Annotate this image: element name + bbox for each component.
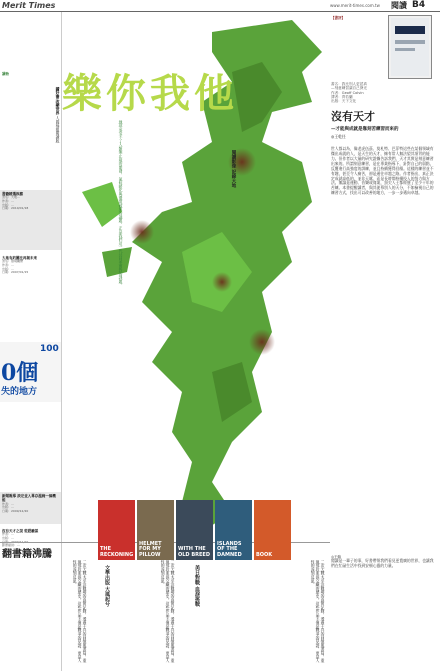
promo-box [0, 342, 61, 402]
info2-line-2: 作者：… [2, 262, 15, 267]
info-box-3 [0, 492, 61, 524]
info-box-1 [0, 190, 61, 250]
bottom-body-2: 二次大戰太平洋戰場的真實記錄，透過士兵的回憶與書寫，重現那段血淚交織的歷史。這些作品不僅是戰爭的見證，更是人性的深刻反思。 [161, 560, 176, 663]
book-title-4: ISLANDS OF THE DAMNED [217, 540, 242, 558]
col2-head: 美日對戰 血淚挑戰 [194, 565, 200, 607]
promo-caption: 失的地方 [1, 387, 38, 397]
info4-line-1: 作者：… [2, 532, 15, 537]
book-meta-1: 書名：我比別人更認真 [331, 82, 367, 86]
info3-title: 新聞報導 淡定並入專存溫婉一個機能 [2, 494, 56, 503]
book-row [98, 500, 291, 560]
book-meta-4: 譯者：齊若蘭 [331, 94, 353, 99]
bottom-byline: ◎王翰 [331, 555, 342, 559]
info4-title: 沒有天才之說 從經驗談 [2, 529, 39, 533]
book-cover-icon [389, 16, 431, 78]
book-cover-5 [254, 500, 291, 560]
item1-block [2, 72, 38, 76]
info3-line-1: 作者：… [2, 501, 15, 506]
banner-vertical: 閱讀影像 記錄大地 [231, 150, 236, 188]
col1-head: 文學出版 大風起兮 [104, 565, 110, 607]
book-cover-3 [176, 500, 213, 560]
promo-top: 100 [40, 344, 59, 354]
subheadline: —才能與成就是靠刻苦練習而來的 [331, 127, 399, 132]
item1-text [2, 87, 60, 182]
info1-line-2: 作者：… [2, 198, 15, 203]
info1-line-4: 日期：2010/01/18 [2, 206, 29, 211]
book-title-3: WITH THE OLD BREED [178, 546, 210, 558]
bottom-review [331, 555, 436, 659]
bottom-body-1: 二次大戰太平洋戰場的真實記錄，透過士兵的回憶與書寫，重現那段血淚交織的歷史。這些作品不僅是戰爭的見證，更是人性的深刻反思。 [73, 560, 88, 663]
info2-line-3: 出版：… [2, 266, 15, 271]
book-cover-2 [137, 500, 174, 560]
info4-line-2: 出版：… [2, 535, 15, 540]
main-title: 樂你我他 [62, 70, 238, 117]
bottom-review-body: 閱讀是一輩子的事，好書帶領我們看見更寬廣的世界，也讓我們在忙碌生活中找到安頓心靈的力量。 [331, 558, 434, 569]
info1-title: 書籍精選推薦 [2, 192, 23, 196]
headline: 沒有天才 [331, 110, 375, 123]
review-book-cover [388, 15, 432, 79]
book-cover-4 [215, 500, 252, 560]
promo-big: 0個 [1, 360, 39, 386]
page-number: B4 [412, 0, 426, 10]
item1-label: 讀物 [2, 72, 9, 76]
info2-line-4: 日期：2007/01/15 [2, 270, 29, 275]
headline-block [331, 108, 436, 140]
bottom-section-title: 翻書籍沸騰 [2, 549, 52, 560]
info2-line-1: 書名：環境關懷 [2, 259, 24, 264]
item1-sub: 人間福報閱讀版 [56, 116, 61, 143]
section-label: 閱讀 [391, 1, 407, 10]
info1-line-1: 書名：大地… [2, 195, 21, 200]
book-title-1: THE RECKONING [100, 546, 134, 558]
site-url: www.merit-times.com.tw [330, 3, 380, 8]
main-vertical-text: 地球承受不了人類無止境的開發，氣候暖化與環境破壞的議題，正是我們這一代共同要面對的課題。 [119, 120, 124, 288]
brand-logo: Merit Times [2, 1, 56, 10]
review-tag [331, 16, 381, 20]
info3-line-3: 日期：2009/12/20 [2, 508, 29, 513]
review-body: 世人都以為，像老虎伍茲、莫札特、巴菲特這些在某個領域有傑出成就的人，是天生的天才，擁有常人無法望其項背的能力。但作者以大量的研究證據告訴我們，天才其實是刻意練習出來的。所謂刻意練習，是在專業指導下，針對自己的弱點，反覆進行高強度的訓練，並且持續獲得回饋。這樣的練習並不有趣，甚至令人痛苦，卻是通往卓越之路。作者指出，真正決定成就高低的，並非天賦，而是長時間持續投入的努力與方法。無論是運動、音樂或商業，頂尖人士都經歷了至少十年的苦練。本書提醒讀者，與其羨慕別人的天分，不如檢視自己的練習方式，找出可以改善的地方，一步一步邁向卓越。 [331, 146, 434, 196]
book-title-5: BOOK [256, 551, 273, 558]
info4-line-4: 影像提供：… [2, 543, 21, 548]
book-meta-3: 作者：Geoff Colvin [331, 90, 364, 95]
book-meta-5: 出版：天下文化 [331, 99, 357, 104]
info2-title: 大地有約關注再創未來 [2, 256, 37, 260]
book-cover-1 [98, 500, 135, 560]
book-meta [331, 82, 436, 104]
byline: ◎王乾任 [331, 134, 346, 139]
review-tag-text: 【書評】 [331, 16, 345, 20]
book-title-2: HELMET FOR MY PILLOW [139, 540, 162, 558]
book-meta-2: —刻意練習讓自己發光 [331, 86, 367, 91]
item1-title: 讀好書 改變世界 [56, 87, 61, 115]
info3-line-2: 出版：… [2, 505, 15, 510]
bottom-body-3: 二次大戰太平洋戰場的真實記錄，透過士兵的回憶與書寫，重現那段血淚交織的歷史。這些作品不僅是戰爭的見證，更是人性的深刻反思。 [311, 560, 326, 663]
info1-line-3: 出版：… [2, 202, 15, 207]
info-box-2 [0, 254, 61, 304]
